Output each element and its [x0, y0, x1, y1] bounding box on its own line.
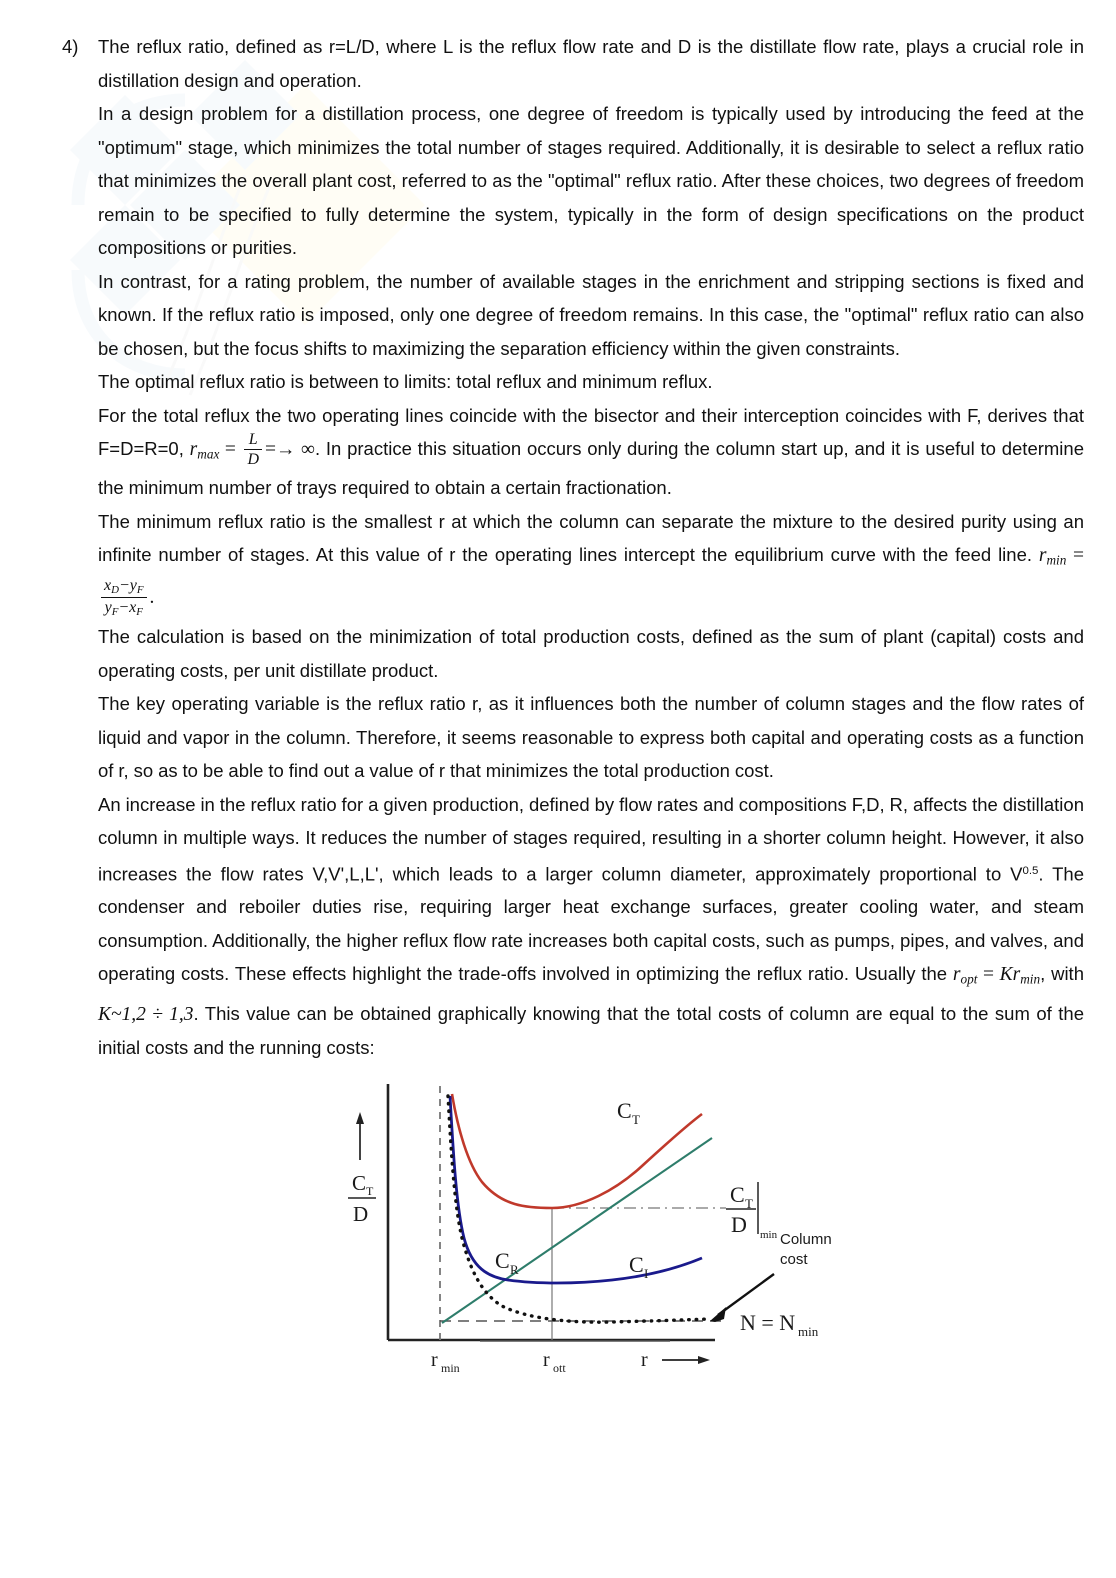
- svg-text:C: C: [730, 1182, 745, 1207]
- svg-text:r: r: [543, 1349, 550, 1371]
- x-axis-label: [641, 1349, 710, 1371]
- rmin-numerator: $x_D-y_F$: [101, 577, 147, 599]
- paragraph-1: The reflux ratio, defined as r=L/D, where L is the reflux flow rate and D is the distillate flow rate, plays a crucial role in distillation design and operation.: [98, 36, 1084, 91]
- formula-ropt: $r_{opt} = Kr_{min}$: [952, 964, 1041, 988]
- svg-text:min: min: [798, 1324, 819, 1339]
- svg-text:r: r: [431, 1349, 438, 1371]
- paragraph-4: The optimal reflux ratio is between to limits: total reflux and minimum reflux.: [98, 371, 713, 392]
- svg-text:min: min: [441, 1361, 460, 1375]
- formula-rmax: $r_{max}$ = $\frac{L}{D}$ =→ ∞: [189, 431, 315, 469]
- y-axis-label-num: C: [352, 1171, 367, 1195]
- item-content: [98, 30, 1084, 1065]
- paragraph-3: In contrast, for a rating problem, the number of available stages in the enrichment and stripping sections is fixed and known. If the reflux ratio is imposed, only one degree of freedom remains. In this case, the "optimal" reflux ratio can also be chosen, but the focus shifts to maximizing the separation efficiency within the given constraints.: [98, 270, 1084, 359]
- paragraph-2: In a design problem for a distillation process, one degree of freedom is typically used by introducing the feed at the "optimum" stage, which minimizes the total number of stages required. Additionally, it is desirable to select a reflux ratio that minimizes the overall plant cost, referred to as the "optimal" reflux ratio. After these choices, two degrees of freedom remain to be specified to fully determine the system, typically in the form of design specifications on the product compositions or purities.: [98, 103, 1084, 258]
- series-n-curve: [448, 1096, 708, 1322]
- annotation-cr: [495, 1248, 519, 1277]
- rmax-numerator: L: [244, 431, 262, 450]
- paragraph-7: The calculation is based on the minimization of total production costs, defined as the sum of plant (capital) costs and operating costs, per unit distillate product.: [98, 626, 1084, 681]
- y-axis-label: [348, 1171, 376, 1226]
- svg-text:Column: Column: [780, 1231, 832, 1248]
- paragraph-5-text-a: For the total reflux the two operating lines coincide with the bisector and their interception coincides with F, derives that F=D=R=0,: [98, 404, 1084, 460]
- x-tick-rmin: [431, 1349, 460, 1375]
- paragraph-6-text: The minimum reflux ratio is the smallest r at which the column can separate the mixture to the desired purity using an infinite number of stages. At this value of r the operating lines intercept the equilibrium curve with the feed line.: [98, 510, 1084, 566]
- paragraph-6: [98, 505, 1084, 620]
- y-axis-label-num-sub: T: [366, 1184, 374, 1198]
- x-tick-rott: [543, 1349, 566, 1375]
- paragraph-9-text-c: , with: [1040, 963, 1084, 985]
- annotation-ctd-min: [726, 1182, 778, 1241]
- v-exponent: 0.5: [1022, 864, 1039, 877]
- rmax-denominator: D: [247, 451, 259, 469]
- series-cr-line: [442, 1138, 712, 1323]
- formula-rmin: $r_{min}$ = $\frac{x_D-y_F}{y_F-x_F}$ .: [98, 545, 1084, 608]
- annotation-ci: [629, 1252, 648, 1281]
- svg-text:N = N: N = N: [740, 1310, 796, 1335]
- y-axis-arrow: [356, 1112, 364, 1160]
- svg-text:I: I: [644, 1266, 649, 1281]
- svg-text:min: min: [760, 1229, 778, 1241]
- paragraph-9-text-a: An increase in the reflux ratio for a given production, defined by flow rates and compositions F,D, R, affects the distillation column in multiple ways. It reduces the number of stages required, resulting in a shorter column height. However, it also increases the flow rates V,V',L,L', which leads to a larger column diameter, approximately proportional to V: [98, 793, 1084, 884]
- svg-text:C: C: [629, 1252, 644, 1277]
- svg-text:R: R: [510, 1262, 519, 1277]
- svg-text:C: C: [617, 1098, 632, 1123]
- paragraph-9-text-d: . This value can be obtained graphically knowing that the total costs of column are equal to the sum of the initial costs and the running costs:: [98, 1002, 1085, 1059]
- paragraph-5-text-b: . In practice this situation occurs only during the column start up, and it is useful to determine the minimum number of trays required to obtain a certain fractionation.: [98, 438, 1084, 499]
- document-body: [62, 30, 1084, 1065]
- formula-k-range: K~1,2 ÷ 1,3: [98, 1003, 194, 1025]
- svg-text:T: T: [632, 1112, 640, 1127]
- svg-text:ott: ott: [553, 1361, 566, 1375]
- y-axis-label-den: D: [353, 1202, 369, 1226]
- paragraph-8: The key operating variable is the reflux ratio r, as it influences both the number of column stages and the flow rates of liquid and vapor in the column. Therefore, it seems reasonable to express both capital and operating costs as a function of r, so as to be able to find out a value of r that minimizes the total production cost.: [98, 693, 1084, 782]
- svg-text:C: C: [495, 1248, 510, 1273]
- paragraph-5: [98, 399, 1084, 505]
- annotation-n-min: [740, 1310, 819, 1339]
- svg-text:r: r: [641, 1349, 648, 1371]
- paragraph-9-text-b: . The condenser and reboiler duties rise, requiring larger heat exchange surfaces, greater cooling water, and steam consumption. Additionally, the higher reflux flow rate increases both capital costs, such as pumps, pipes, and valves, and operating costs. These effects highlight the trade-offs involved in optimizing the reflux ratio. Usually the: [98, 862, 1085, 985]
- svg-text:cost: cost: [780, 1251, 808, 1268]
- annotation-ct: [617, 1098, 640, 1127]
- annotation-column-cost: [780, 1231, 832, 1268]
- svg-text:T: T: [745, 1196, 753, 1211]
- item-number: 4): [62, 36, 79, 57]
- svg-text:D: D: [731, 1212, 747, 1237]
- paragraph-9: [98, 788, 1084, 1065]
- series-ct-curve: [452, 1094, 702, 1208]
- numbered-item: [62, 30, 1084, 1065]
- cost-vs-reflux-chart: [330, 1078, 870, 1398]
- rmin-denominator: $y_F-x_F$: [104, 599, 143, 619]
